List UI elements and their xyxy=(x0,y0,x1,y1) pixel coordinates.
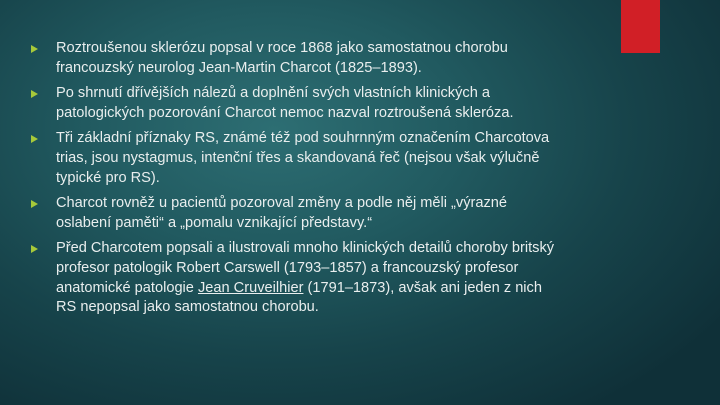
bullet-text: Roztroušenou sklerózu popsal v roce 1868 jako samostatnou chorobu francouzský neurolog Jean-Martin Charcot (1825–1893). xyxy=(56,40,508,76)
bullet-item-2 xyxy=(28,84,558,123)
bullet-item-1 xyxy=(28,39,558,78)
triangle-right-icon xyxy=(31,45,38,53)
triangle-right-icon xyxy=(31,245,38,253)
bullet-text-before-link: Před Charcotem popsali a ilustrovali mnoho klinických detailů choroby britský profesor patologik Robert Carswell (1793–1857) a francouzský profesor anatomické patologie xyxy=(56,240,555,296)
accent-bar xyxy=(621,0,660,53)
bullet-list xyxy=(28,39,558,318)
triangle-right-icon xyxy=(31,90,38,98)
slide-content xyxy=(28,39,558,324)
bullet-text: Po shrnutí dřívějších nálezů a doplnění svých vlastních klinických a patologických pozorování Charcot nemoc nazval roztroušená skleróza. xyxy=(56,85,514,121)
jean-cruveilhier-link[interactable]: Jean Cruveilhier xyxy=(197,279,304,296)
bullet-text: Charcot rovněž u pacientů pozoroval změny a podle něj měli „výrazné oslabení paměti“ a „pomalu vznikající představy.“ xyxy=(56,195,508,231)
bullet-item-5 xyxy=(28,239,558,317)
triangle-right-icon xyxy=(31,135,38,143)
triangle-right-icon xyxy=(31,200,38,208)
bullet-text: Tři základní příznaky RS, známé též pod souhrnným označením Charcotova trias, jsou nystagmus, intenční třes a skandovaná řeč (nejsou však výlučně typické pro RS). xyxy=(56,130,550,186)
bullet-text-after-link: (1791–1873), avšak ani jeden z nich RS nepopsal jako samostatnou chorobu. xyxy=(56,279,542,316)
bullet-item-4 xyxy=(28,194,558,233)
bullet-item-3 xyxy=(28,129,558,188)
